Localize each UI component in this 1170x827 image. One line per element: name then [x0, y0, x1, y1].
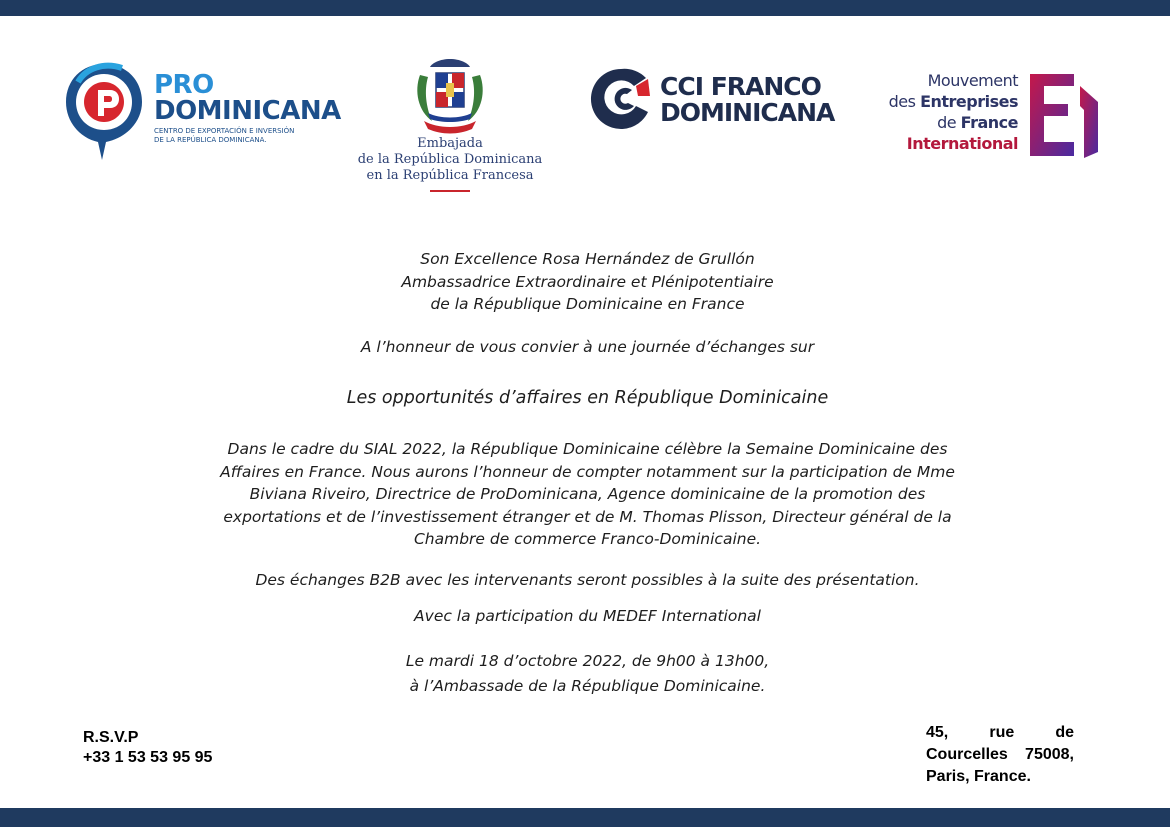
- medef-line3b: France: [960, 113, 1018, 132]
- prodominicana-title-pro: PRO: [154, 70, 214, 100]
- prodominicana-subtitle-line1: CENTRO DE EXPORTACIÓN E INVERSIÓN: [154, 127, 295, 135]
- participation-text: Avec la participation du MEDEF International: [414, 607, 761, 625]
- description-line2: Affaires en France. Nous aurons l’honneur de compter notamment sur la participation de Mme: [220, 462, 955, 481]
- prodominicana-logo: [64, 60, 341, 165]
- prodominicana-emblem-icon: [64, 60, 144, 165]
- host-line2: Ambassadrice Extraordinaire et Plénipotentiaire: [401, 272, 774, 291]
- address-block: [926, 722, 1074, 788]
- embassy-logo: [350, 55, 550, 195]
- description-block: [150, 438, 1025, 551]
- cci-text: [660, 74, 834, 126]
- prodominicana-title-main: DOMINICANA: [154, 96, 341, 126]
- medef-text: [860, 70, 1018, 154]
- medef-line2b: Entreprises: [920, 92, 1018, 111]
- medef-logo: [860, 70, 1110, 160]
- cci-emblem-icon: [588, 66, 654, 132]
- b2b-text: Des échanges B2B avec les intervenants seront possibles à la suite des présentation.: [255, 571, 920, 589]
- description-line5: Chambre de commerce Franco-Dominicaine.: [413, 530, 762, 548]
- description-line4: exportations et de l’investissement étranger et de M. Thomas Plisson, Directeur général de la: [223, 507, 952, 526]
- address-line3: Paris, France.: [926, 768, 1031, 785]
- bottom-band: [0, 808, 1170, 827]
- medef-line4: International: [906, 134, 1018, 153]
- embassy-line1: Embajada: [417, 136, 483, 151]
- prodominicana-title: [154, 72, 341, 124]
- rsvp-phone: +33 1 53 53 95 95: [83, 749, 213, 766]
- embassy-divider: [430, 190, 470, 192]
- medef-line2a: des: [888, 92, 921, 111]
- event-title: Les opportunités d’affaires en République Dominicaine: [346, 388, 829, 408]
- rsvp-block: [83, 728, 212, 768]
- host-line3: de la République Dominicaine en France: [430, 295, 745, 313]
- medef-line1: Mouvement: [927, 71, 1018, 90]
- medef-line3a: de: [937, 113, 961, 132]
- medef-ei-icon: [1028, 72, 1100, 160]
- cci-line2: DOMINICANA: [660, 98, 835, 127]
- rsvp-label: R.S.V.P: [83, 729, 139, 746]
- address-line1: 45, rue de: [926, 724, 1074, 741]
- invitation-text: A l’honneur de vous convier à une journée d’échanges sur: [360, 338, 815, 356]
- venue-text: à l’Ambassade de la République Dominicaine.: [409, 677, 766, 695]
- embassy-text: [350, 136, 550, 184]
- prodominicana-subtitle: [154, 127, 329, 145]
- host-block: [150, 248, 1025, 316]
- cci-logo: [588, 66, 835, 134]
- top-band: [0, 0, 1170, 16]
- cci-line1: CCI FRANCO: [660, 72, 821, 101]
- description-line3: Biviana Riveiro, Directrice de ProDominicana, Agence dominicaine de la promotion des: [249, 485, 926, 503]
- embassy-line2: de la República Dominicana: [357, 152, 543, 167]
- coat-of-arms-icon: [410, 55, 490, 135]
- embassy-line3: en la República Francesa: [366, 168, 534, 183]
- prodominicana-subtitle-line2: DE LA REPÚBLICA DOMINICANA.: [154, 136, 267, 144]
- host-line1: Son Excellence Rosa Hernández de Grullón: [420, 250, 755, 268]
- description-line1: Dans le cadre du SIAL 2022, la République Dominicaine célèbre la Semaine Dominicaine des: [227, 440, 948, 458]
- date-text: Le mardi 18 d’octobre 2022, de 9h00 à 13h00,: [405, 652, 770, 670]
- address-line2: Courcelles 75008,: [926, 746, 1074, 763]
